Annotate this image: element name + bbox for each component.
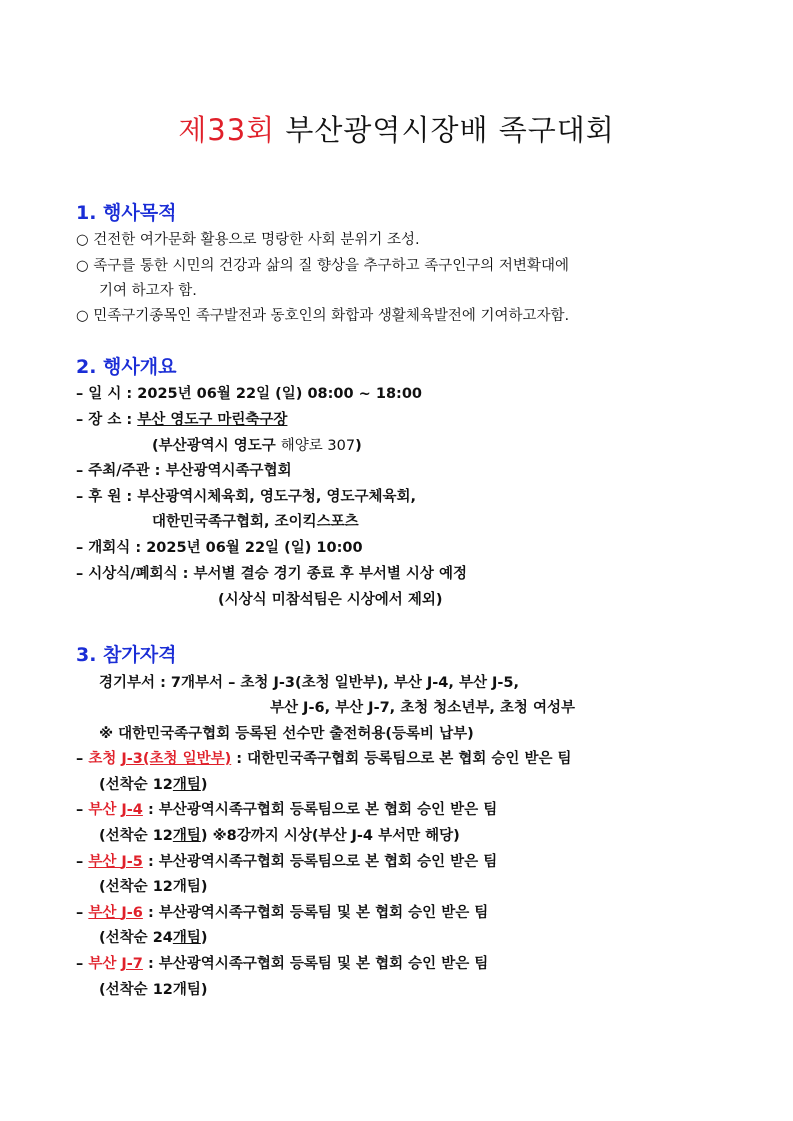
entry-dash: – <box>76 751 89 767</box>
entry-desc: : 부산광역시족구협회 등록팀으로 본 협회 승인 받은 팀 <box>142 854 498 870</box>
entry-dash: – <box>76 905 89 921</box>
section-1-heading: 1. 행사목적 <box>76 202 177 224</box>
purpose-line-2-cont: 기여 하고자 함. <box>99 283 197 299</box>
title-rest: 부산광역시장배 족구대회 <box>275 113 615 147</box>
event-date-value: 2025년 06월 22일 (일) 08:00 ~ 18:00 <box>137 386 423 402</box>
event-venue <box>76 410 287 430</box>
entry-desc: : 대한민국족구협회 등록팀으로 본 협회 승인 받은 팀 <box>231 751 572 767</box>
event-venue-label: – 장 소 : <box>76 412 138 428</box>
entry-dash: – <box>76 956 89 972</box>
entry-sub-a: (선착순 12 <box>99 777 173 793</box>
event-date <box>76 384 422 404</box>
entry-j7 <box>76 954 488 974</box>
entry-sub-a: (선착순 12 <box>99 828 173 844</box>
purpose-line-2: ○ 족구를 통한 시민의 건강과 삶의 질 향상을 추구하고 족구인구의 저변확대에 <box>76 258 569 274</box>
entry-name-prefix: 부산 <box>88 802 122 818</box>
registration-note: ※ 대한민국족구협회 등록된 선수만 출전허용(등록비 납부) <box>99 726 474 742</box>
event-date-label: – 일 시 : <box>76 386 138 402</box>
purpose-line-1: ○ 건전한 여가문화 활용으로 명랑한 사회 분위기 조성. <box>76 232 420 248</box>
purpose-line-3: ○ 민족구기종목인 족구발전과 동호인의 화합과 생활체육발전에 기여하고자함. <box>76 308 570 324</box>
event-award-2: (시상식 미참석팀은 시상에서 제외) <box>218 592 443 608</box>
section-2-heading: 2. 행사개요 <box>76 356 177 378</box>
event-host: – 주최/주관 : 부산광역시족구협회 <box>76 463 292 479</box>
entry-desc: : 부산광역시족구협회 등록팀 및 본 협회 승인 받은 팀 <box>142 905 489 921</box>
section-3-heading: 3. 참가자격 <box>76 644 177 666</box>
entry-j4 <box>76 800 497 820</box>
entry-j6 <box>76 903 488 923</box>
event-venue-value: 부산 영도구 마린축구장 <box>137 412 288 428</box>
entry-j4-sub <box>99 826 460 846</box>
entry-name-prefix: 부산 <box>88 956 122 972</box>
entry-sub-a: (선착순 24 <box>99 930 173 946</box>
entry-sub-a: (선착순 12개팀) <box>99 879 208 895</box>
entry-sub-b: 개팀 <box>172 828 201 844</box>
entry-name: J-7 <box>121 956 143 972</box>
entry-j3 <box>76 749 572 769</box>
entry-sub-a: (선착순 12개팀) <box>99 982 208 998</box>
entry-j3-sub <box>99 775 208 795</box>
divisions-line-1: 경기부서 : 7개부서 – 초청 J-3(초청 일반부), 부산 J-4, 부산 J-5, <box>99 675 520 691</box>
venue-addr-a: (부산광역시 영도구 <box>152 438 281 454</box>
entry-desc: : 부산광역시족구협회 등록팀 및 본 협회 승인 받은 팀 <box>142 956 489 972</box>
title-prefix: 제33회 <box>178 113 276 147</box>
event-sponsor-2: 대한민국족구협회, 조이킥스포츠 <box>152 514 359 530</box>
event-sponsor-1: – 후 원 : 부산광역시체육회, 영도구청, 영도구체육회, <box>76 489 417 505</box>
entry-j5 <box>76 852 497 872</box>
entry-dash: – <box>76 854 89 870</box>
entry-j5-sub <box>99 877 208 897</box>
entry-dash: – <box>76 802 89 818</box>
entry-j6-sub <box>99 928 208 948</box>
entry-sub-c: ) ※8강까지 시상(부산 J-4 부서만 해당) <box>200 828 460 844</box>
event-venue-address <box>152 436 362 456</box>
divisions-line-2: 부산 J-6, 부산 J-7, 초청 청소년부, 초청 여성부 <box>270 700 575 716</box>
entry-sub-c: ) <box>200 777 208 793</box>
venue-addr-c: ) <box>355 438 362 454</box>
entry-name: J-4 <box>121 802 143 818</box>
entry-sub-b: 개팀 <box>172 777 201 793</box>
entry-name-prefix: 부산 <box>88 854 122 870</box>
entry-sub-c: ) <box>200 930 208 946</box>
entry-name-prefix: 초청 <box>88 751 122 767</box>
entry-name-prefix: 부산 <box>88 905 122 921</box>
event-opening: – 개회식 : 2025년 06월 22일 (일) 10:00 <box>76 540 363 556</box>
event-award-1: – 시상식/폐회식 : 부서별 결승 경기 종료 후 부서별 시상 예정 <box>76 566 467 582</box>
entry-j7-sub <box>99 980 208 1000</box>
venue-addr-b: 해양로 307 <box>280 438 356 454</box>
page-title <box>0 108 793 149</box>
entry-sub-b: 개팀 <box>172 930 201 946</box>
entry-desc: : 부산광역시족구협회 등록팀으로 본 협회 승인 받은 팀 <box>142 802 498 818</box>
entry-name: J-3(초청 일반부) <box>121 751 232 767</box>
entry-name: J-5 <box>121 854 143 870</box>
entry-name: J-6 <box>121 905 143 921</box>
